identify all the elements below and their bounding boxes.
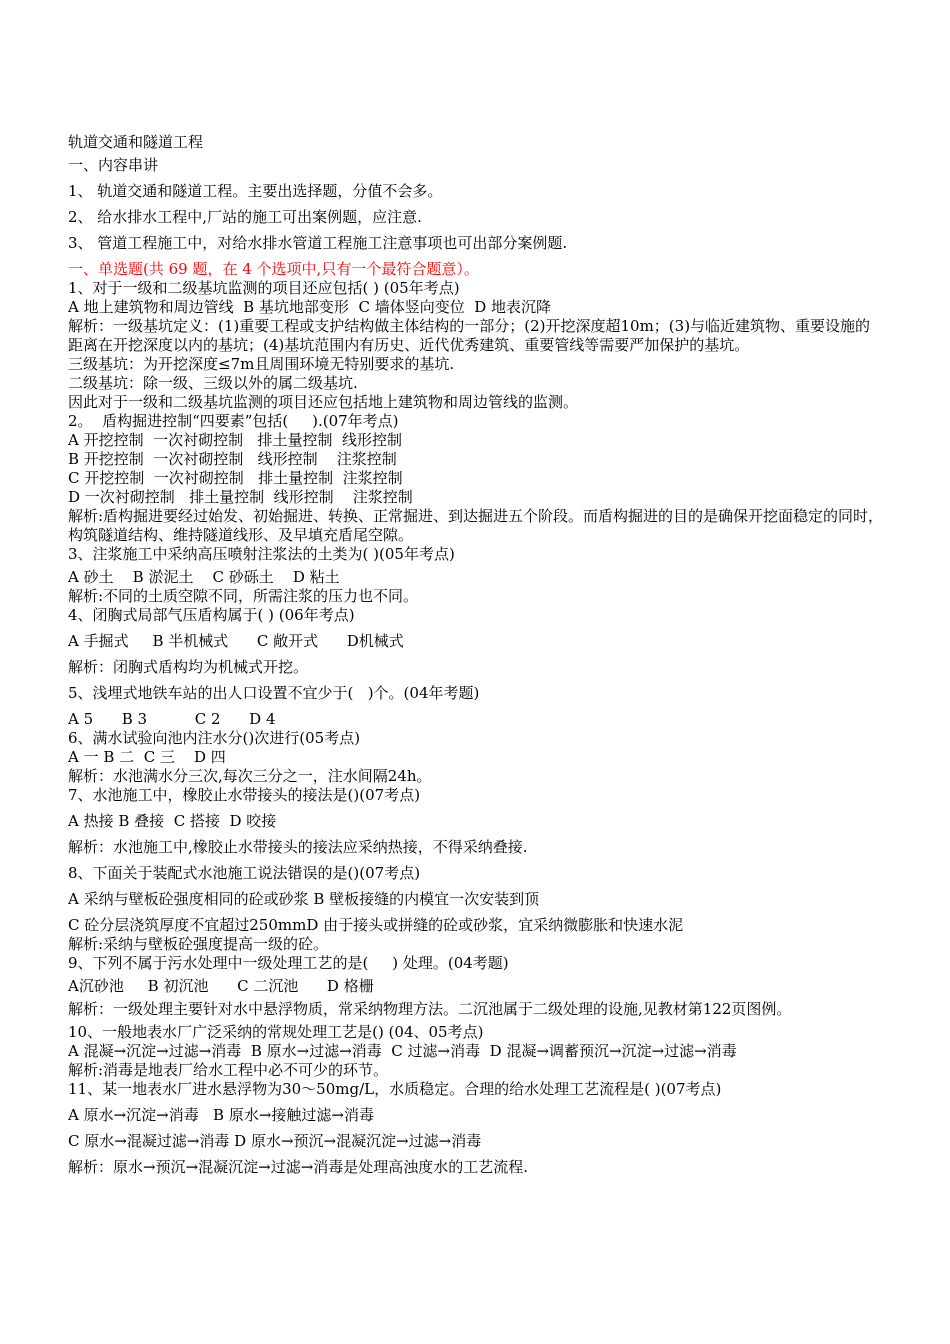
question-9-options: A沉砂池 B 初沉池 C 二沉池 D 格栅 — [68, 977, 374, 995]
section-heading: 一、内容串讲 — [68, 156, 159, 174]
question-6-analysis: 解析：水池满水分三次,每次三分之一，注水间隔24h。 — [68, 767, 432, 785]
question-8-analysis: 解析:采纳与壁板砼强度提高一级的砼。 — [68, 935, 329, 953]
question-5-options: A 5 B 3 C 2 D 4 — [68, 710, 276, 728]
question-6-options: A 一 B 二 C 三 D 四 — [68, 748, 226, 766]
question-2-option: C 开挖控制 一次衬砌控制 排土量控制 注浆控制 — [68, 469, 403, 487]
intro-item: 1、 轨道交通和隧道工程。主要出选择题，分值不会多。 — [68, 182, 443, 200]
question-7: 7、水池施工中，橡胶止水带接头的接法是()(07考点) — [68, 786, 421, 804]
intro-item: 2、 给水排水工程中,厂站的施工可出案例题，应注意. — [68, 208, 422, 226]
document-page — [68, 133, 884, 1177]
question-8: 8、下面关于装配式水池施工说法错误的是()(07考点) — [68, 864, 421, 882]
question-1-analysis: 解析：一级基坑定义：(1)重要工程或支护结构做主体结构的一部分；(2)开挖深度超10m；(3)与临近建筑物、重要设施的距离在开挖深度以内的基坑；(4)基坑范围内有历史、近代优秀建筑、重要管线等需要严加保护的基坑。 — [68, 317, 871, 354]
question-1-analysis: 三级基坑：为开挖深度≤7m且周围环境无特别要求的基坑. — [68, 355, 455, 373]
question-1-analysis: 二级基坑：除一级、三级以外的属二级基坑. — [68, 374, 358, 392]
question-4-options: A 手掘式 B 半机械式 C 敞开式 D机械式 — [68, 632, 404, 650]
question-11: 11、某一地表水厂进水悬浮物为30～50mg/L，水质稳定。合理的给水处理工艺流程是( )(07考点) — [68, 1080, 722, 1098]
question-3-analysis: 解析:不同的土质空隙不同，所需注浆的压力也不同。 — [68, 587, 419, 605]
question-10-analysis: 解析:消毒是地表厂给水工程中必不可少的环节。 — [68, 1061, 389, 1079]
question-5: 5、浅埋式地铁车站的出人口设置不宜少于( )个。(04年考题) — [68, 684, 480, 702]
question-3: 3、注浆施工中采纳高压喷射注浆法的土类为( )(05年考点) — [68, 545, 455, 563]
question-2-option: A 开挖控制 一次衬砌控制 排土量控制 线形控制 — [68, 431, 402, 449]
question-2-analysis: 解析:盾构掘进要经过始发、初始掘进、转换、正常掘进、到达掘进五个阶段。而盾构掘进的目的是确保开挖面稳定的同时，构筑隧道结构、维持隧道线形、及早填充盾尾空隙。 — [68, 507, 884, 544]
question-11-option: C 原水→混凝过滤→消毒 D 原水→预沉→混凝沉淀→过滤→消毒 — [68, 1132, 482, 1150]
question-10-options: A 混凝→沉淀→过滤→消毒 B 原水→过滤→消毒 C 过滤→消毒 D 混凝→调蓄预沉→沉淀→过滤→消毒 — [68, 1042, 737, 1060]
question-8-option: A 采纳与壁板砼强度相同的砼或砂浆 B 壁板接缝的内模宜一次安装到顶 — [68, 890, 540, 908]
question-9-analysis: 解析：一级处理主要针对水中悬浮物质，常采纳物理方法。二沉池属于二级处理的设施,见教材第122页图例。 — [68, 1000, 792, 1018]
question-10: 10、一般地表水厂广泛采纳的常规处理工艺是() (04、05考点) — [68, 1023, 484, 1041]
question-7-analysis: 解析：水池施工中,橡胶止水带接头的接法应采纳热接，不得采纳叠接. — [68, 838, 528, 856]
question-2-option: B 开挖控制 一次衬砌控制 线形控制 注浆控制 — [68, 450, 397, 468]
question-9: 9、下列不属于污水处理中一级处理工艺的是( ) 处理。(04考题) — [68, 954, 509, 972]
question-1-options: A 地上建筑物和周边管线 B 基坑地部变形 C 墙体竖向变位 D 地表沉降 — [68, 298, 552, 316]
question-4-analysis: 解析：闭胸式盾构均为机械式开挖。 — [68, 658, 309, 676]
single-choice-heading: 一、单选题(共 69 题，在 4 个选项中,只有一个最符合题意）。 — [68, 260, 479, 278]
question-11-analysis: 解析：原水→预沉→混凝沉淀→过滤→消毒是处理高浊度水的工艺流程. — [68, 1158, 529, 1176]
question-2-option: D 一次衬砌控制 排土量控制 线形控制 注浆控制 — [68, 488, 413, 506]
intro-item: 3、 管道工程施工中，对给水排水管道工程施工注意事项也可出部分案例题. — [68, 234, 568, 252]
question-7-options: A 热接 B 叠接 C 搭接 D 咬接 — [68, 812, 277, 830]
question-1-analysis: 因此对于一级和二级基坑监测的项目还应包括地上建筑物和周边管线的监测。 — [68, 393, 579, 411]
doc-title: 轨道交通和隧道工程 — [68, 133, 204, 151]
question-1: 1、对于一级和二级基坑监测的项目还应包括( ) (05年考点) — [68, 279, 460, 297]
question-8-option: C 砼分层浇筑厚度不宜超过250mmD 由于接头或拼缝的砼或砂浆，宜采纳微膨胀和快速水泥 — [68, 916, 684, 934]
question-4: 4、闭胸式局部气压盾构属于( ) (06年考点) — [68, 606, 355, 624]
question-2: 2。 盾构掘进控制“四要素”包括( ).(07年考点) — [68, 412, 399, 430]
question-11-option: A 原水→沉淀→消毒 B 原水→接触过滤→消毒 — [68, 1106, 374, 1124]
question-3-options: A 砂土 B 淤泥土 C 砂砾土 D 粘土 — [68, 568, 340, 586]
question-6: 6、满水试验向池内注水分()次进行(05考点) — [68, 729, 361, 747]
